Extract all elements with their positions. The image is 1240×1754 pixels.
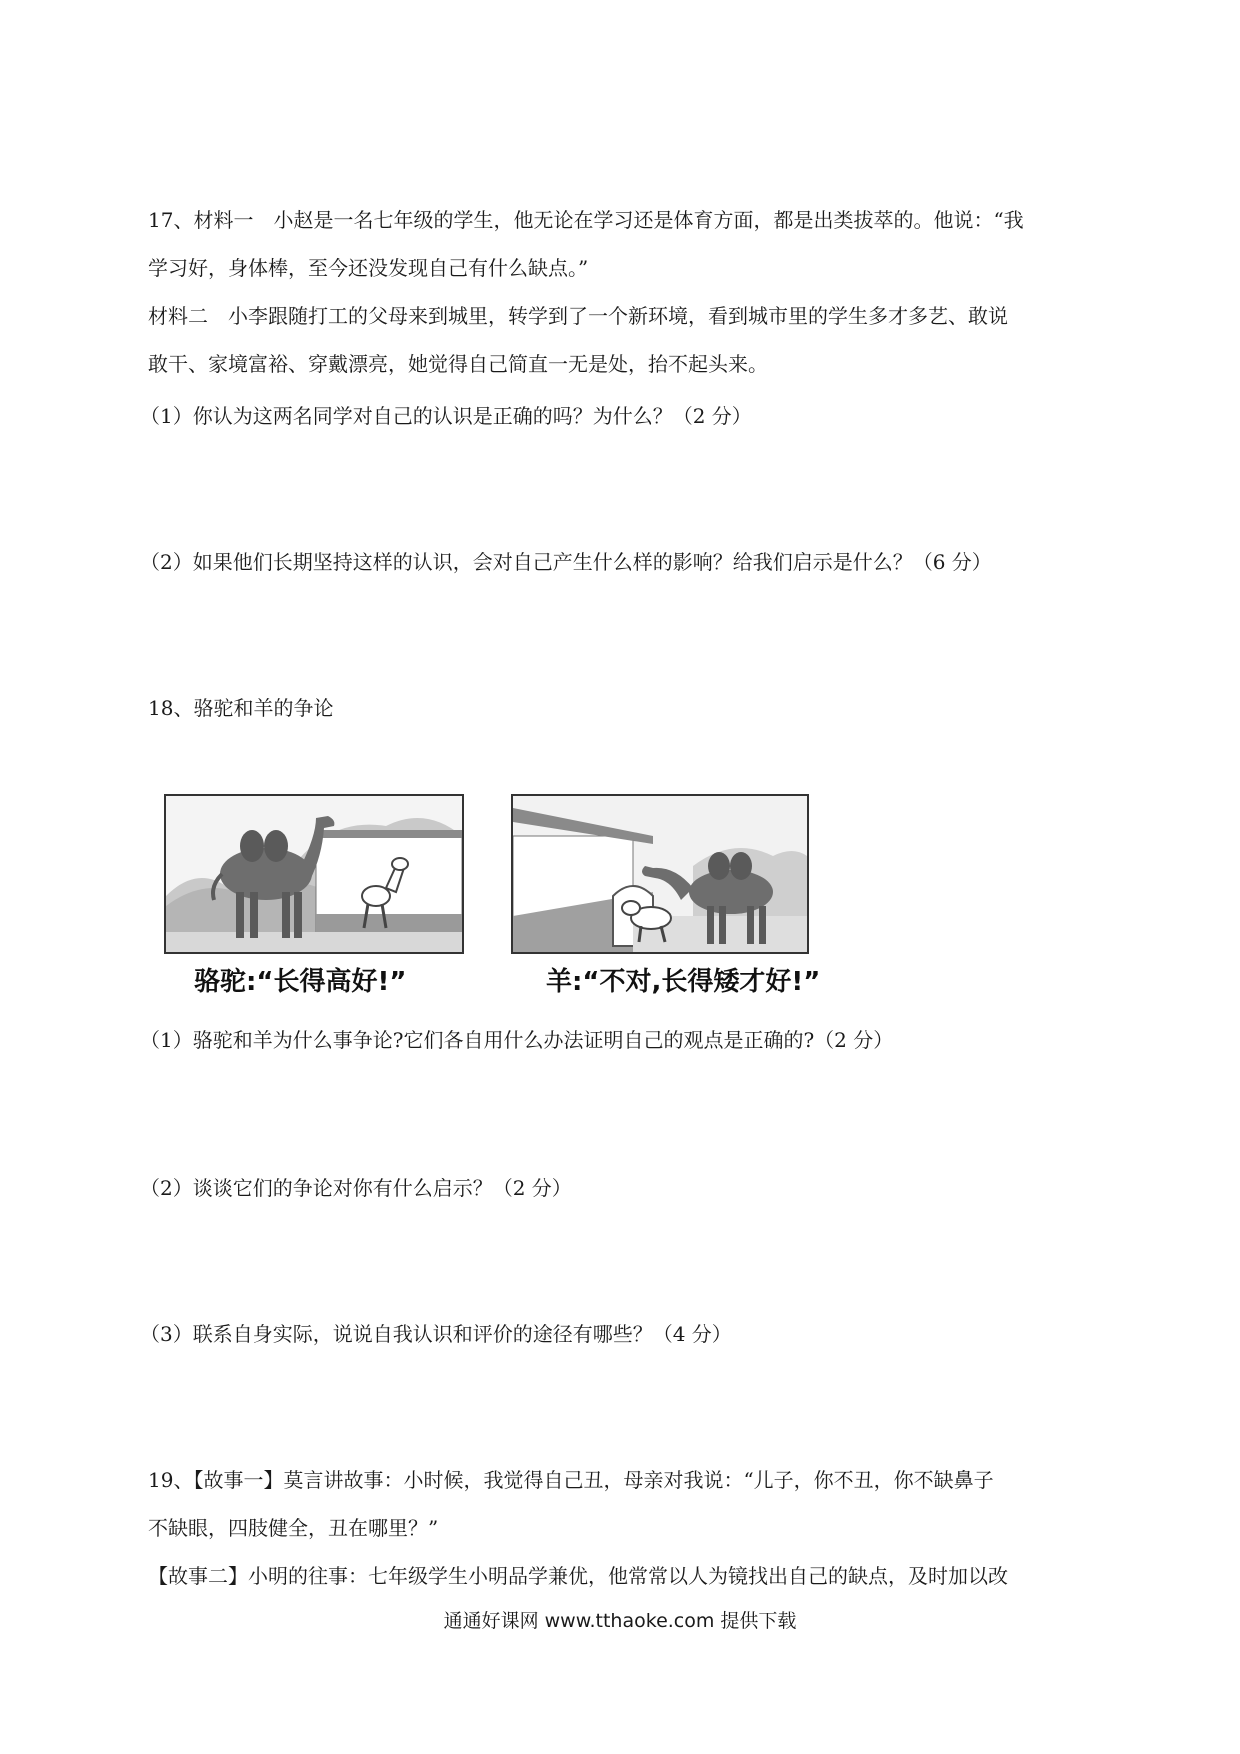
q18-subquestion-3: （3）联系自身实际，说说自我认识和评价的途径有哪些？（4 分）: [140, 1322, 732, 1346]
q17-line-4: 敢干、家境富裕、穿戴漂亮，她觉得自己简直一无是处，抬不起头来。: [148, 352, 768, 376]
q18-title: 18、骆驼和羊的争论: [148, 696, 334, 720]
goat-illustration: [511, 794, 809, 954]
q19-line-2: 不缺眼，四肢健全，丑在哪里？”: [148, 1516, 439, 1540]
camel-caption: 骆驼:“长得高好!”: [194, 967, 407, 997]
q17-line-3: 材料二 小李跟随打工的父母来到城里，转学到了一个新环境，看到城市里的学生多才多艺、敢说: [148, 304, 1008, 328]
footer-source: 通通好课网 www.tthaoke.com 提供下载: [443, 1610, 797, 1632]
q19-line-3: 【故事二】小明的往事：七年级学生小明品学兼优，他常常以人为镜找出自己的缺点，及时加以改: [148, 1564, 1008, 1588]
q18-subquestion-1: （1）骆驼和羊为什么事争论?它们各自用什么办法证明自己的观点是正确的?（2 分）: [140, 1028, 894, 1052]
goat-caption: 羊:“不对,长得矮才好!”: [546, 967, 821, 997]
camel-scene-drawing: [166, 796, 462, 952]
q17-subquestion-2: （2）如果他们长期坚持这样的认识，会对自己产生什么样的影响？给我们启示是什么？（6 分）: [140, 550, 992, 574]
q17-subquestion-1: （1）你认为这两名同学对自己的认识是正确的吗？为什么？（2 分）: [140, 404, 752, 428]
goat-scene-drawing: [513, 796, 807, 952]
camel-illustration: [164, 794, 464, 954]
q17-line-2: 学习好，身体棒，至今还没发现自己有什么缺点。”: [148, 256, 589, 280]
q19-line-1: 19、【故事一】莫言讲故事：小时候，我觉得自己丑，母亲对我说：“儿子，你不丑，你不缺鼻子: [148, 1468, 994, 1492]
q18-subquestion-2: （2）谈谈它们的争论对你有什么启示？（2 分）: [140, 1176, 572, 1200]
q17-line-1: 17、材料一 小赵是一名七年级的学生，他无论在学习还是体育方面，都是出类拔萃的。他说：“我: [148, 208, 1024, 232]
